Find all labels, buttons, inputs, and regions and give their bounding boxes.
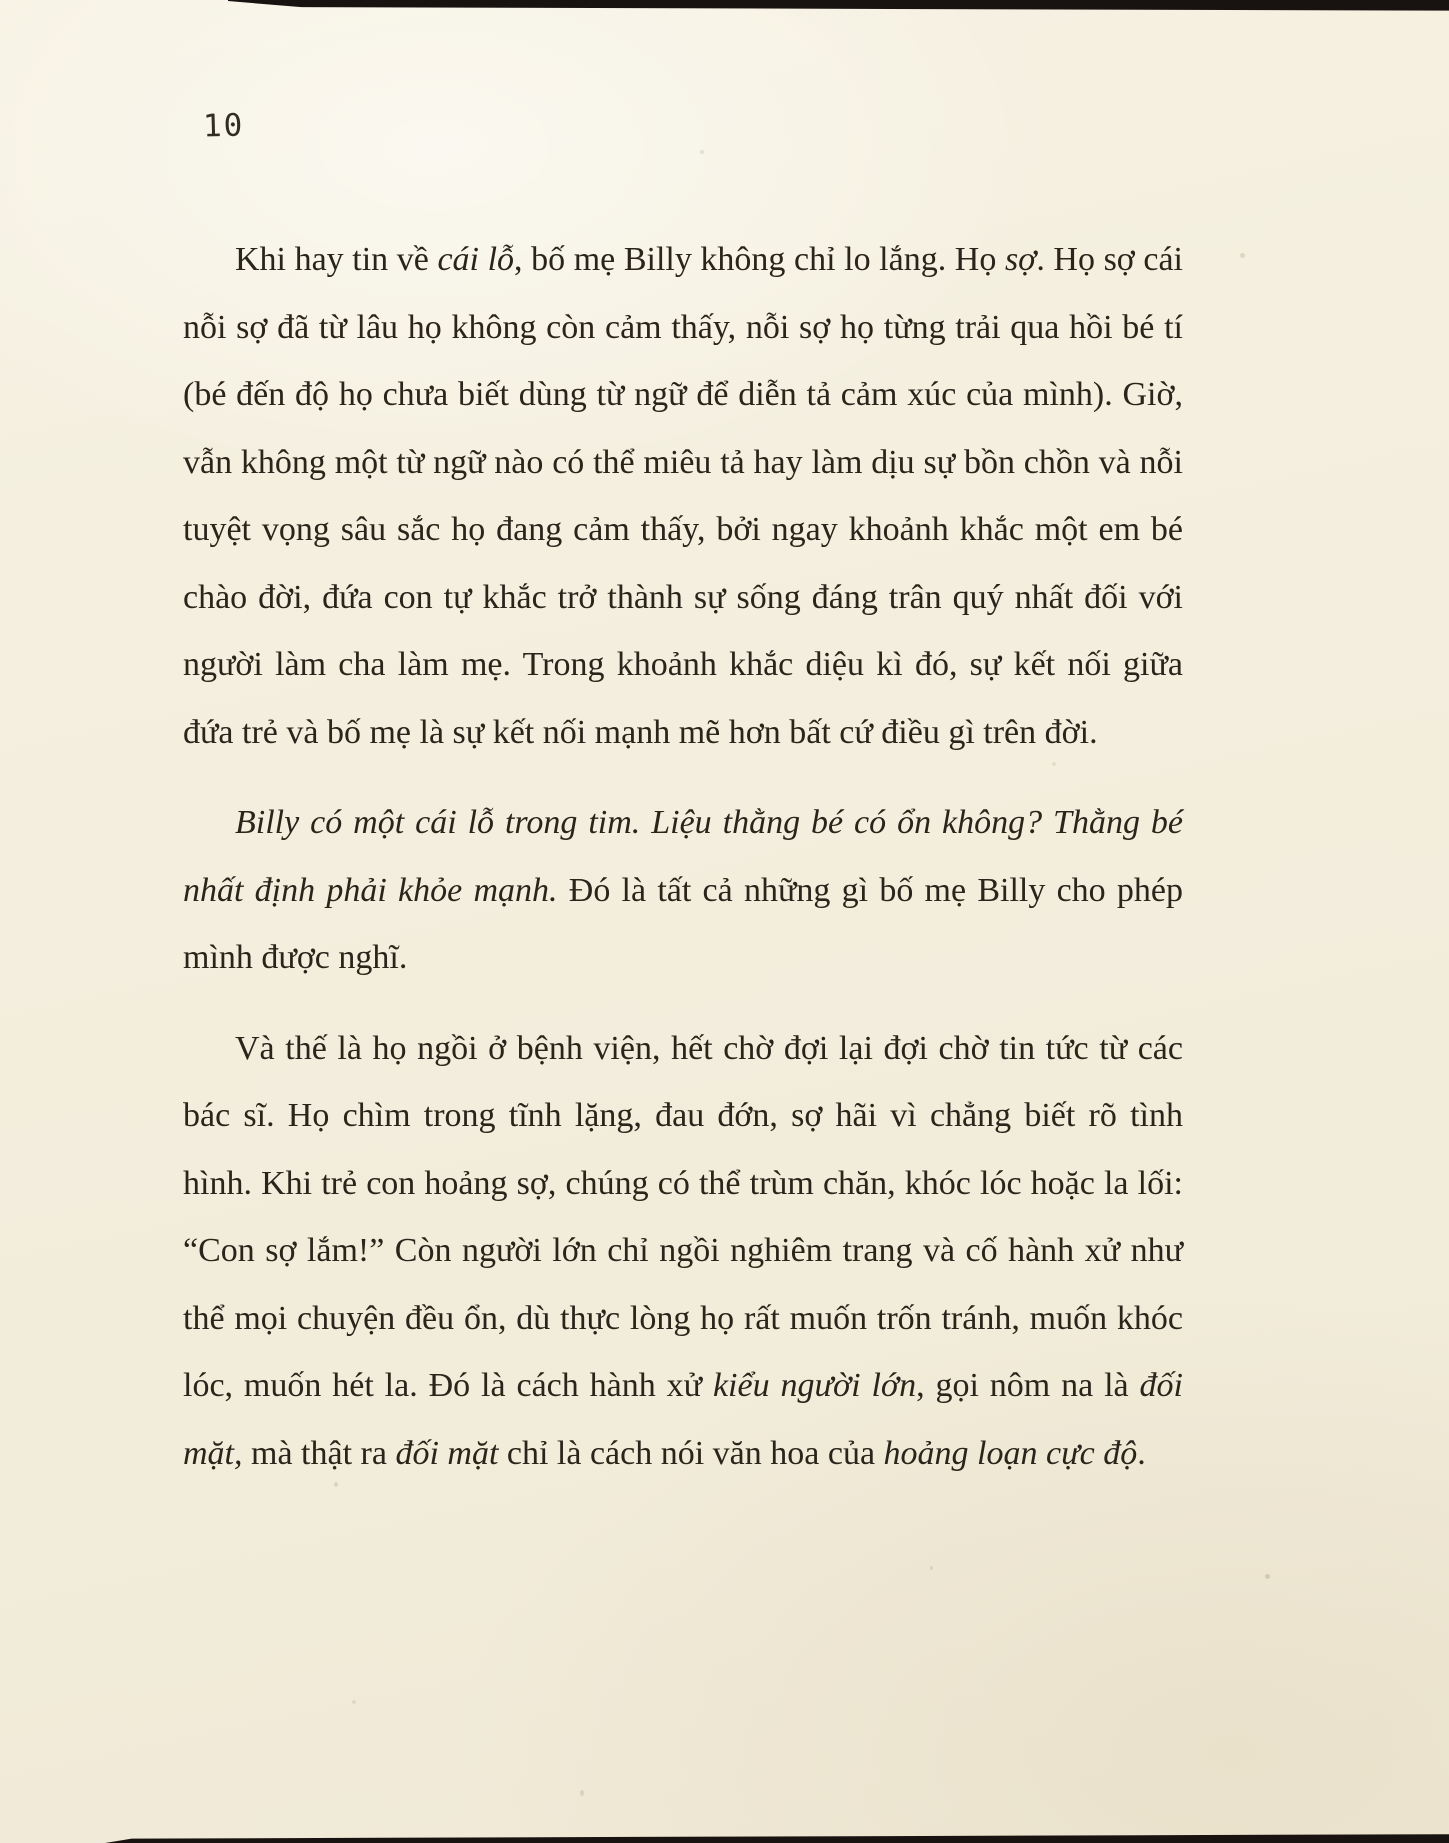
- italic-text-run: kiểu người lớn: [712, 1367, 917, 1404]
- italic-text-run: đối mặt,: [183, 1367, 1183, 1472]
- text-run: Khi hay tin về: [235, 241, 438, 278]
- scan-edge-bottom: [105, 1832, 1449, 1843]
- italic-text-run: hoảng loạn cực độ: [883, 1434, 1138, 1472]
- text-run: , bố mẹ Billy không chỉ lo lắng. Họ: [514, 241, 1005, 278]
- text-run: chỉ là cách nói văn hoa của: [498, 1434, 884, 1472]
- text-run: . Họ sợ cái nỗi sợ đã từ lâu họ không còn cảm thấy, nỗi sợ họ từng trải qua hồi bé tí (bé đến độ họ chưa biết dùng từ ngữ để diễn tả cảm xúc của mình). Giờ, vẫn không một từ ngữ nào có thể miêu tả hay làm dịu sự bồn chồn và nỗi tuyệt vọng sâu sắc họ đang cảm thấy, bởi ngay khoảnh khắc một em bé chào đời, đứa con tự khắc trở thành sự sống đáng trân quý nhất đối với người làm cha làm mẹ. Trong khoảnh khắc diệu kì đó, sự kết nối giữa đứa trẻ và bố mẹ là sự kết nối mạnh mẽ hơn bất cứ điều gì trên đời.: [183, 241, 1184, 751]
- page-number: 10: [202, 107, 245, 145]
- paper-speck: [352, 1700, 356, 1704]
- text-run: .: [1137, 1434, 1146, 1472]
- italic-text-run: sợ: [1004, 241, 1037, 278]
- paper-speck: [580, 1790, 584, 1796]
- paragraph: [183, 789, 1183, 992]
- paper-speck: [930, 1566, 933, 1570]
- text-run: Và thế là họ ngồi ở bệnh viện, hết chờ đợi lại đợi chờ tin tức từ các bác sĩ. Họ chìm trong tĩnh lặng, đau đớn, sợ hãi vì chẳng biết rõ tình hình. Khi trẻ con hoảng sợ, chúng có thể trùm chăn, khóc lóc hoặc la lối: “Con sợ lắm!” Còn người lớn chỉ ngồi nghiêm trang và cố hành xử như thể mọi chuyện đều ổn, dù thực lòng họ rất muốn trốn tránh, muốn khóc lóc, muốn hét la. Đó là cách hành xử: [183, 1029, 1183, 1404]
- text-run: mà thật ra: [242, 1434, 396, 1472]
- italic-text-run: Billy có một cái lỗ trong tim. Liệu thằng bé có ổn không? Thằng bé nhất định phải khỏe mạnh.: [183, 804, 1183, 909]
- scan-edge-top: [228, 0, 1449, 13]
- paper-speck: [700, 150, 704, 154]
- text-run: Đó là tất cả những gì bố mẹ Billy cho phép mình được nghĩ.: [183, 871, 1183, 976]
- page-text: [183, 226, 1183, 1487]
- italic-text-run: cái lỗ: [437, 241, 515, 278]
- text-run: , gọi nôm na là: [916, 1367, 1140, 1404]
- paper-speck: [1265, 1574, 1270, 1579]
- italic-text-run: đối mặt: [395, 1434, 499, 1472]
- paper-speck: [1240, 253, 1245, 258]
- paragraph: [183, 1015, 1183, 1488]
- paragraph: [183, 226, 1183, 766]
